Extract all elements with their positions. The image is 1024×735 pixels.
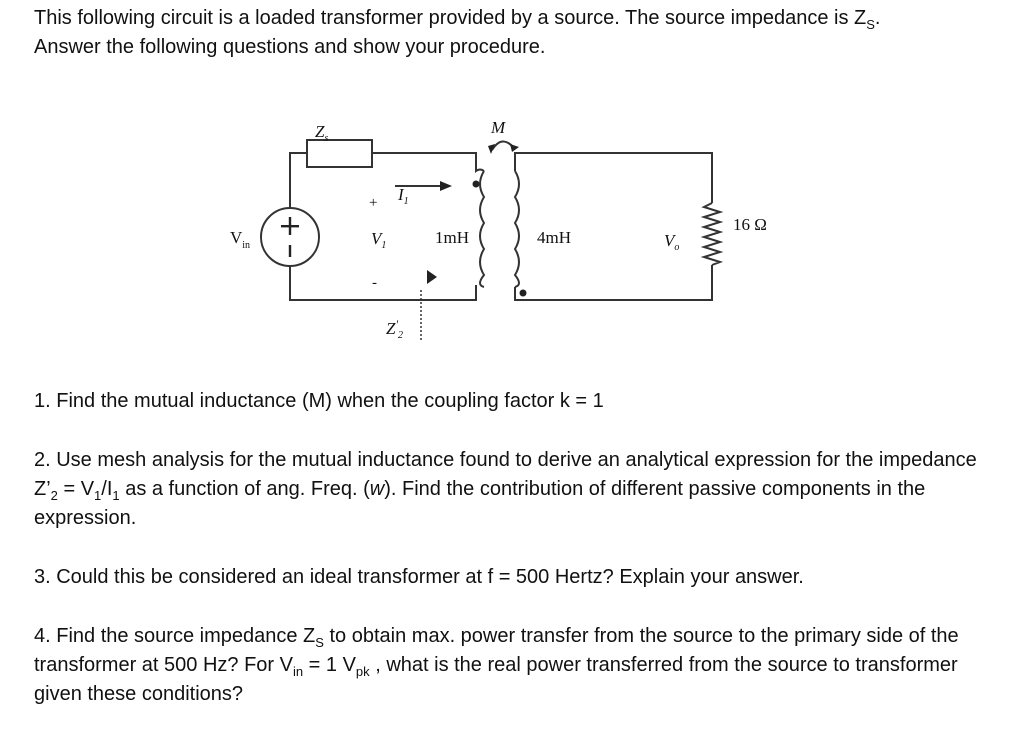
load-resistor	[704, 203, 720, 265]
vin-label: $V_{in}$	[230, 228, 251, 251]
primary-wire-top	[290, 153, 307, 169]
circuit-diagram	[0, 100, 1024, 360]
intro-period: .	[874, 7, 881, 29]
z2-label: $Z'_2$	[386, 317, 404, 341]
minus-label: -	[372, 275, 377, 291]
question-4: 4. Find the source impedance $Z_S$ to obtain max. power transfer from the source to the primary side of the transformer at 500 Hz? For $V_{in} = 1$ $V_{pk}$ , what is the real power transferred from the source to transformer given these conditions?	[34, 625, 959, 705]
problem-intro	[34, 4, 994, 62]
l1-label: 1mH	[435, 228, 469, 247]
primary-wire-top-right	[372, 153, 484, 171]
secondary-dot	[520, 290, 527, 297]
question-3: 3. Could this be considered an ideal transformer at f = 500 Hertz? Explain your answer.	[34, 566, 804, 588]
primary-dot	[473, 181, 480, 188]
i1-label: $I_1$	[398, 185, 409, 207]
source-plus-v	[289, 217, 291, 235]
question-2: 2. Use mesh analysis for the mutual inductance found to derive an analytical expression for the impedance $Z’_2 = V_1/I_1$ as a function of ang. Freq. (w). Find the contribution of different passive components in the expression.	[34, 449, 977, 529]
intro-line-1	[34, 4, 994, 33]
secondary-wire-top	[515, 153, 712, 203]
intro-text: This following circuit is a loaded transformer provided by a source. The source impedance is Z	[34, 7, 867, 29]
secondary-wire-bottom	[515, 265, 712, 300]
z2-arrowhead	[427, 270, 437, 284]
intro-line-2: Answer the following questions and show your procedure.	[34, 36, 546, 58]
zs-label: $Z_s$	[315, 122, 329, 144]
l2-label: 4mH	[537, 228, 571, 247]
vo-label: $V_o$	[664, 231, 680, 253]
plus-label: +	[369, 195, 378, 211]
mutual-arrowhead-left	[488, 144, 495, 154]
mutual-label: M	[491, 118, 506, 137]
resistor-label: 16 Ω	[733, 215, 767, 234]
voltage-source	[261, 208, 319, 266]
mutual-arrowhead-right	[510, 144, 519, 152]
intro-sub: S	[866, 17, 875, 32]
source-minus	[289, 245, 291, 257]
v1-label: $V_1$	[371, 229, 387, 251]
current-arrowhead	[440, 181, 452, 191]
question-1: 1. Find the mutual inductance (M) when the coupling factor k = 1	[34, 390, 604, 412]
primary-coil	[480, 171, 484, 287]
secondary-coil	[515, 171, 519, 287]
source-impedance-box	[307, 140, 372, 167]
primary-wire-left-bottom	[290, 266, 476, 300]
